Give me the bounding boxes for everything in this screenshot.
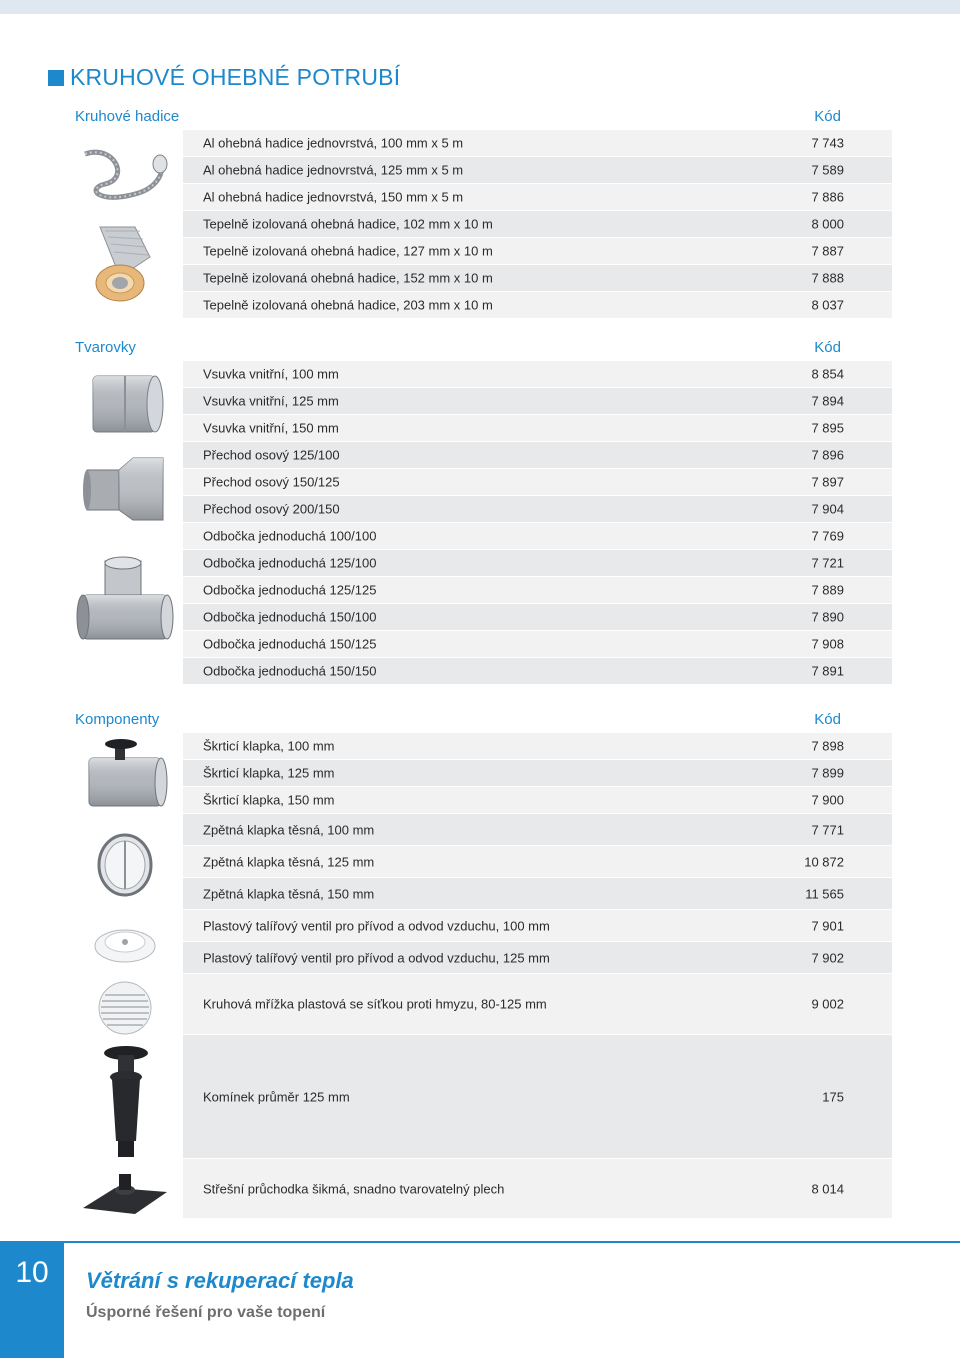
top-bar [0,0,960,14]
product-code: 7 899 [811,765,844,781]
product-name: Plastový talířový ventil pro přívod a odvod vzduchu, 100 mm [203,918,550,933]
hoses-table [183,130,892,319]
section-header [68,106,892,130]
table-row [183,415,892,442]
chimney-icon [68,1039,181,1163]
table-row [183,442,892,469]
table-row [183,157,892,184]
table-row [183,878,892,910]
product-code: 7 894 [811,393,844,409]
table-row [183,604,892,631]
product-code: 7 902 [811,950,844,965]
table-row [183,1035,892,1159]
product-code: 7 589 [811,162,844,178]
table-row [183,910,892,942]
product-name: Plastový talířový ventil pro přívod a odvod vzduchu, 125 mm [203,950,550,965]
product-name: Odbočka jednoduchá 125/100 [203,555,377,571]
page-title: KRUHOVÉ OHEBNÉ POTRUBÍ [70,64,401,90]
product-code: 7 743 [811,135,844,151]
table-row [183,550,892,577]
product-code: 175 [822,1089,844,1104]
page-number: 10 [15,1256,49,1289]
table-row [183,846,892,878]
check-valve-icon [68,817,181,913]
product-name: Odbočka jednoduchá 150/100 [203,609,377,625]
table-row [183,631,892,658]
footer-subtitle: Úsporné řešení pro vaše topení [86,1304,326,1321]
product-name: Zpětná klapka těsná, 100 mm [203,822,375,837]
damper-icon [68,735,181,817]
product-code: 7 891 [811,663,844,679]
table-row [183,292,892,319]
section-fittings [68,337,892,679]
product-code: 7 769 [811,528,844,544]
product-name: Přechod osový 125/100 [203,447,340,463]
product-code: 11 565 [805,886,844,901]
product-name: Zpětná klapka těsná, 150 mm [203,886,375,901]
fittings-table [183,361,892,685]
nipple-fitting-icon [68,363,181,445]
table-row [183,942,892,974]
product-name: Střešní průchodka šikmá, snadno tvarovatelný plech [203,1181,505,1196]
product-code: 7 888 [811,270,844,286]
table-row [183,814,892,846]
product-name: Al ohebná hadice jednovrstvá, 100 mm x 5 m [203,135,464,151]
table-row [183,523,892,550]
product-name: Zpětná klapka těsná, 125 mm [203,854,375,869]
product-code: 7 721 [811,555,844,571]
table-row [183,238,892,265]
section-hoses [68,106,892,313]
product-name: Odbočka jednoduchá 150/125 [203,636,377,652]
product-name: Přechod osový 200/150 [203,501,340,517]
product-name: Komínek průměr 125 mm [203,1089,350,1104]
roof-flashing-icon [68,1163,181,1223]
product-code: 7 886 [811,189,844,205]
product-code: 7 898 [811,738,844,754]
page-heading [48,64,400,91]
product-code: 8 000 [811,216,844,232]
product-code: 7 895 [811,420,844,436]
table-row [183,469,892,496]
reducer-fitting-icon [68,447,181,529]
product-code: 8 014 [811,1181,844,1196]
section-header [68,337,892,361]
table-row [183,760,892,787]
footer-divider [0,1241,960,1243]
product-code: 7 887 [811,243,844,259]
product-name: Vsuvka vnitřní, 150 mm [203,420,339,436]
product-name: Škrticí klapka, 125 mm [203,765,335,781]
code-column-label: Kód [814,108,841,125]
product-code: 8 037 [811,297,844,313]
product-name: Odbočka jednoduchá 125/125 [203,582,377,598]
footer-title: Větrání s rekuperací tepla [86,1268,354,1293]
product-name: Odbočka jednoduchá 100/100 [203,528,377,544]
components-table [183,733,892,1219]
product-code: 7 908 [811,636,844,652]
product-name: Škrticí klapka, 150 mm [203,792,335,808]
product-name: Tepelně izolovaná ohebná hadice, 203 mm x 10 m [203,297,493,313]
product-code: 7 896 [811,447,844,463]
tee-branch-icon [68,545,181,665]
insulated-hose-icon [68,216,181,308]
code-column-label: Kód [814,339,841,356]
product-name: Škrticí klapka, 100 mm [203,738,335,754]
table-row [183,974,892,1035]
product-name: Tepelně izolovaná ohebná hadice, 102 mm x 10 m [203,216,493,232]
product-code: 7 900 [811,792,844,808]
table-row [183,733,892,760]
section-title: Tvarovky [75,339,136,356]
table-row [183,577,892,604]
product-name: Přechod osový 150/125 [203,474,340,490]
product-name: Al ohebná hadice jednovrstvá, 125 mm x 5 m [203,162,464,178]
product-name: Vsuvka vnitřní, 100 mm [203,366,339,382]
product-code: 9 002 [811,996,844,1012]
table-row [183,184,892,211]
product-code: 7 890 [811,609,844,625]
product-name: Odbočka jednoduchá 150/150 [203,663,377,679]
table-row [183,130,892,157]
disc-valve-icon [68,913,181,977]
product-name: Tepelně izolovaná ohebná hadice, 127 mm x 10 m [203,243,493,259]
section-components [68,709,892,1196]
product-name: Vsuvka vnitřní, 125 mm [203,393,339,409]
product-code: 8 854 [811,366,844,382]
heading-square-icon [48,70,64,86]
table-row [183,388,892,415]
table-row [183,265,892,292]
product-name: Al ohebná hadice jednovrstvá, 150 mm x 5 m [203,189,464,205]
table-row [183,658,892,685]
table-row [183,361,892,388]
section-title: Komponenty [75,711,160,728]
product-code: 7 897 [811,474,844,490]
table-row [183,496,892,523]
section-title: Kruhové hadice [75,108,180,125]
product-name: Tepelně izolovaná ohebná hadice, 152 mm x 10 m [203,270,493,286]
product-code: 7 904 [811,501,844,517]
table-row [183,787,892,814]
table-row [183,211,892,238]
flexible-hose-icon [68,134,181,214]
product-name: Kruhová mřížka plastová se síťkou proti hmyzu, 80-125 mm [203,996,547,1012]
table-row [183,1159,892,1219]
round-grille-icon [68,977,181,1039]
code-column-label: Kód [814,711,841,728]
product-code: 7 889 [811,582,844,598]
product-code: 7 901 [811,918,844,933]
product-code: 7 771 [811,822,844,837]
section-header [68,709,892,733]
product-code: 10 872 [804,854,844,869]
